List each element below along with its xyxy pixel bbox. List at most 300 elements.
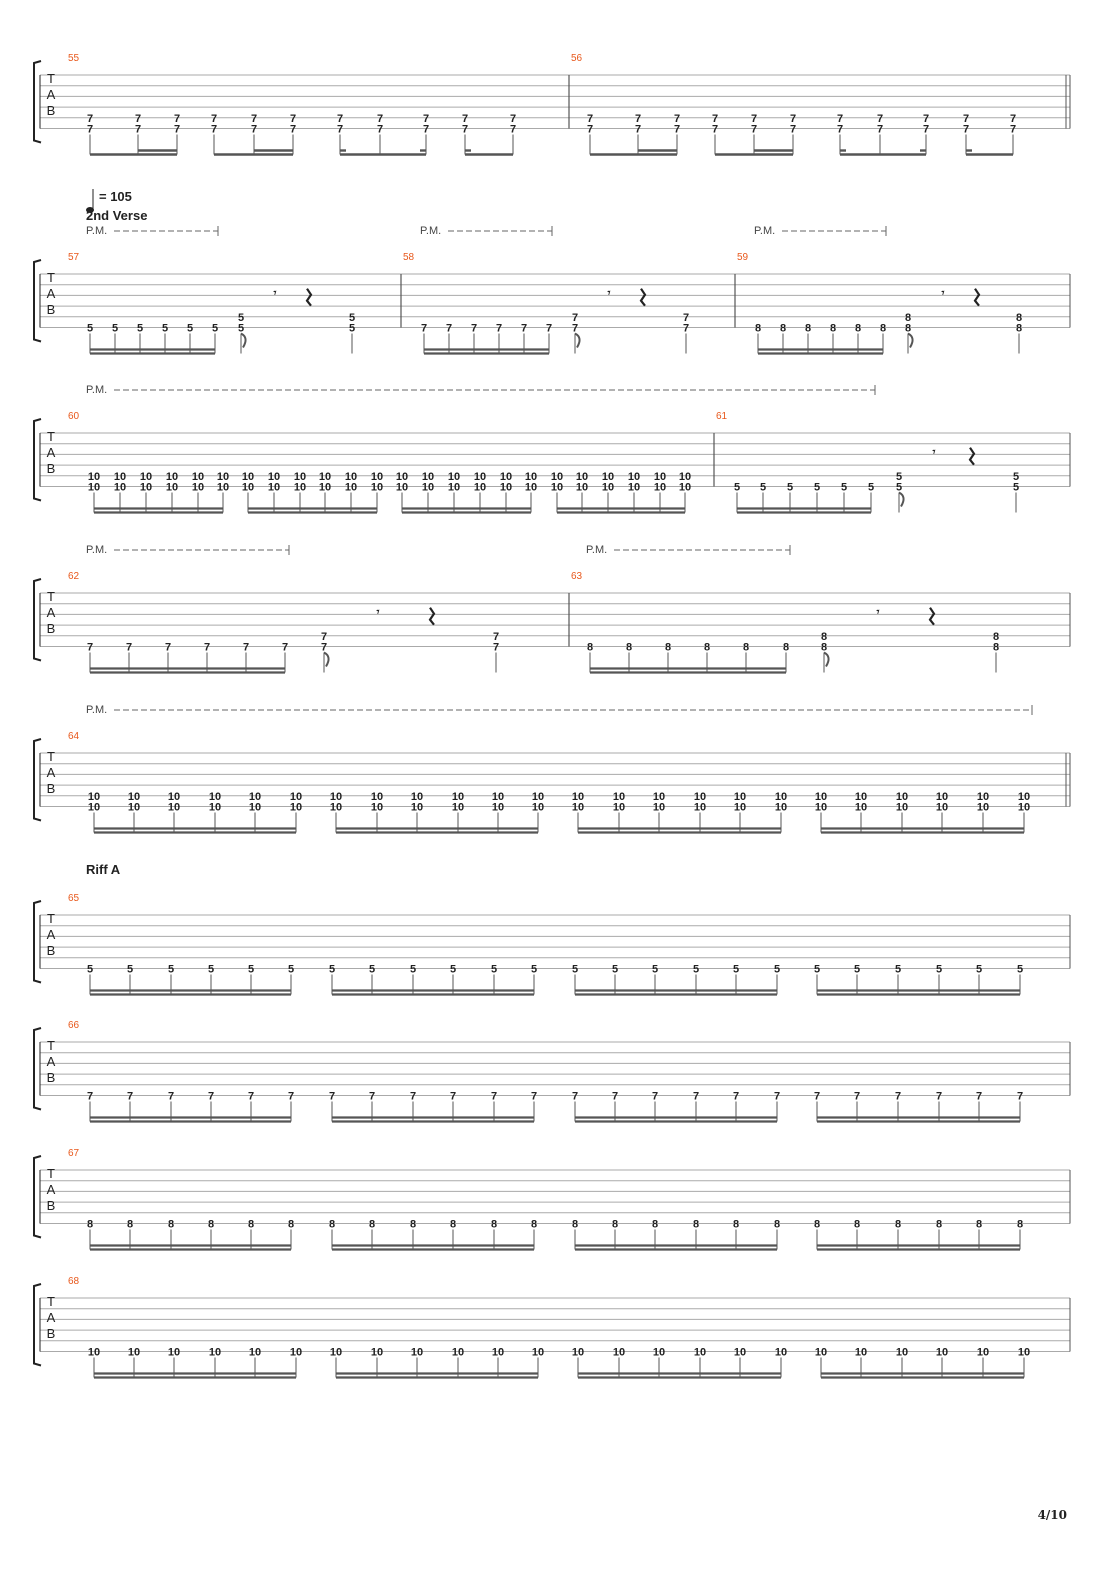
measure-number: 62 (68, 571, 80, 582)
fret-number: 8 (854, 322, 862, 335)
fret-number: 8 (820, 641, 828, 654)
fret-number: 8 (611, 1218, 619, 1231)
fret-number: 7 (210, 112, 218, 125)
fret-number: 5 (611, 963, 619, 976)
fret-number: 5 (840, 481, 848, 494)
fret-number: 8 (820, 630, 828, 643)
note-flag (575, 334, 580, 348)
section-label: 2nd Verse (86, 208, 148, 223)
fret-number: 10 (410, 1346, 424, 1359)
fret-number: 7 (789, 123, 797, 136)
fret-number: 10 (167, 801, 181, 814)
quarter-rest (307, 289, 311, 306)
fret-number: 8 (586, 641, 594, 654)
fret-number: 10 (139, 481, 153, 494)
measure-number: 56 (571, 53, 583, 64)
fret-number: 10 (976, 790, 990, 803)
fret-number: 10 (531, 790, 545, 803)
fret-number: 10 (733, 1346, 747, 1359)
fret-number: 10 (854, 790, 868, 803)
fret-number: 8 (779, 322, 787, 335)
fret-number: 10 (895, 1346, 909, 1359)
eighth-rest: 𝄾 (932, 446, 936, 459)
fret-number: 5 (1016, 963, 1024, 976)
fret-number: 5 (211, 322, 219, 335)
fret-number: 7 (711, 112, 719, 125)
fret-number: 7 (289, 123, 297, 136)
fret-number: 8 (449, 1218, 457, 1231)
tab-clef-letter: B (46, 461, 56, 476)
fret-number: 8 (86, 1218, 94, 1231)
fret-number: 7 (203, 641, 211, 654)
fret-number: 7 (167, 1090, 175, 1103)
fret-number: 10 (267, 470, 281, 483)
fret-number: 10 (976, 1346, 990, 1359)
measure-number: 61 (716, 411, 728, 422)
fret-number: 10 (329, 1346, 343, 1359)
fret-number: 8 (126, 1218, 134, 1231)
fret-number: 7 (420, 322, 428, 335)
fret-number: 10 (248, 790, 262, 803)
fret-number: 8 (247, 1218, 255, 1231)
eighth-rest: 𝄾 (941, 287, 945, 300)
fret-number: 10 (653, 470, 667, 483)
tab-clef-letter: T (47, 1038, 55, 1053)
fret-number: 5 (111, 322, 119, 335)
quarter-rest (641, 289, 645, 306)
fret-number: 10 (473, 470, 487, 483)
fret-number: 10 (1017, 790, 1031, 803)
staff-system-6 (34, 901, 1070, 995)
fret-number: 5 (894, 963, 902, 976)
quarter-rest (970, 448, 974, 465)
tab-clef-letter: A (46, 1182, 56, 1197)
measure-number: 68 (68, 1276, 80, 1287)
fret-number: 10 (127, 790, 141, 803)
fret-number: 8 (813, 1218, 821, 1231)
fret-number: 10 (165, 481, 179, 494)
fret-number: 7 (320, 630, 328, 643)
fret-number: 7 (586, 123, 594, 136)
fret-number: 5 (328, 963, 336, 976)
fret-number: 8 (879, 322, 887, 335)
fret-number: 5 (895, 470, 903, 483)
fret-number: 8 (742, 641, 750, 654)
palm-mute-label: P.M. (86, 704, 108, 716)
fret-number: 7 (247, 1090, 255, 1103)
fret-number: 7 (287, 1090, 295, 1103)
fret-number: 7 (975, 1090, 983, 1103)
fret-number: 10 (612, 1346, 626, 1359)
fret-number: 8 (287, 1218, 295, 1231)
fret-number: 5 (126, 963, 134, 976)
tab-clef-letter: T (47, 1294, 55, 1309)
fret-number: 10 (167, 790, 181, 803)
fret-number: 10 (451, 801, 465, 814)
measure-number: 67 (68, 1148, 80, 1159)
measure-number: 57 (68, 252, 80, 263)
fret-number: 5 (86, 963, 94, 976)
fret-number: 10 (248, 801, 262, 814)
tab-clef-letter: B (46, 943, 56, 958)
tab-clef-letter: T (47, 589, 55, 604)
fret-number: 10 (241, 470, 255, 483)
fret-number: 10 (854, 1346, 868, 1359)
fret-number: 7 (935, 1090, 943, 1103)
fret-number: 7 (571, 1090, 579, 1103)
fret-number: 7 (376, 123, 384, 136)
fret-number: 8 (328, 1218, 336, 1231)
fret-number: 10 (491, 790, 505, 803)
measure-number: 55 (68, 53, 80, 64)
staff-system-9 (34, 1284, 1070, 1378)
quarter-rest (975, 289, 979, 306)
fret-number: 8 (935, 1218, 943, 1231)
section-label: Riff A (86, 862, 121, 877)
fret-number: 10 (216, 481, 230, 494)
quarter-rest (930, 608, 934, 625)
fret-number: 7 (492, 641, 500, 654)
fret-number: 8 (804, 322, 812, 335)
fret-number: 10 (814, 801, 828, 814)
fret-number: 10 (87, 790, 101, 803)
fret-number: 7 (320, 641, 328, 654)
fret-number: 10 (139, 470, 153, 483)
note-flag (899, 493, 904, 507)
fret-number: 10 (550, 481, 564, 494)
fret-number: 7 (634, 112, 642, 125)
fret-number: 7 (876, 123, 884, 136)
fret-number: 8 (732, 1218, 740, 1231)
fret-number: 10 (318, 481, 332, 494)
fret-number: 10 (895, 790, 909, 803)
fret-number: 5 (186, 322, 194, 335)
fret-number: 7 (409, 1090, 417, 1103)
fret-number: 10 (127, 1346, 141, 1359)
fret-number: 10 (652, 801, 666, 814)
page-number: 4/10 (1037, 1508, 1067, 1522)
fret-number: 7 (250, 112, 258, 125)
measure-number: 65 (68, 893, 80, 904)
note-flag (824, 653, 829, 667)
fret-number: 10 (491, 1346, 505, 1359)
staff-system-8 (34, 1156, 1070, 1250)
fret-number: 8 (975, 1218, 983, 1231)
fret-number: 7 (328, 1090, 336, 1103)
fret-number: 10 (935, 790, 949, 803)
fret-number: 10 (612, 790, 626, 803)
fret-number: 7 (376, 112, 384, 125)
fret-number: 5 (161, 322, 169, 335)
fret-number: 8 (207, 1218, 215, 1231)
fret-number: 10 (165, 470, 179, 483)
tab-clef-letter: B (46, 1070, 56, 1085)
fret-number: 5 (136, 322, 144, 335)
fret-number: 5 (773, 963, 781, 976)
fret-number: 8 (829, 322, 837, 335)
tab-clef-letter: A (46, 765, 56, 780)
tab-clef-letter: T (47, 71, 55, 86)
eighth-rest: 𝄾 (376, 606, 380, 619)
fret-number: 8 (754, 322, 762, 335)
fret-number: 5 (975, 963, 983, 976)
tab-clef-letter: A (46, 927, 56, 942)
fret-number: 7 (490, 1090, 498, 1103)
fret-number: 8 (904, 311, 912, 324)
fret-number: 10 (344, 481, 358, 494)
fret-number: 10 (87, 801, 101, 814)
fret-number: 10 (976, 801, 990, 814)
fret-number: 5 (368, 963, 376, 976)
fret-number: 7 (962, 123, 970, 136)
fret-number: 5 (167, 963, 175, 976)
fret-number: 5 (207, 963, 215, 976)
fret-number: 7 (509, 112, 517, 125)
tab-clef-letter: A (46, 87, 56, 102)
tab-clef-letter: T (47, 1166, 55, 1181)
fret-number: 10 (1017, 1346, 1031, 1359)
fret-number: 7 (813, 1090, 821, 1103)
fret-number: 10 (370, 481, 384, 494)
fret-number: 10 (571, 801, 585, 814)
fret-number: 7 (962, 112, 970, 125)
fret-number: 10 (191, 470, 205, 483)
fret-number: 5 (895, 481, 903, 494)
fret-number: 7 (173, 123, 181, 136)
fret-number: 10 (421, 470, 435, 483)
fret-number: 10 (693, 790, 707, 803)
fret-number: 7 (682, 322, 690, 335)
fret-number: 10 (447, 481, 461, 494)
fret-number: 7 (509, 123, 517, 136)
fret-number: 10 (87, 481, 101, 494)
palm-mute-label: P.M. (420, 225, 442, 237)
palm-mute-label: P.M. (86, 544, 108, 556)
measure-number: 60 (68, 411, 80, 422)
tempo-marking: = 105 (99, 189, 132, 204)
fret-number: 8 (853, 1218, 861, 1231)
fret-number: 5 (449, 963, 457, 976)
tab-clef-letter: A (46, 1310, 56, 1325)
fret-number: 10 (318, 470, 332, 483)
fret-number: 10 (627, 470, 641, 483)
fret-number: 8 (992, 641, 1000, 654)
fret-number: 7 (520, 322, 528, 335)
tab-clef-letter: B (46, 302, 56, 317)
fret-number: 10 (854, 801, 868, 814)
fret-number: 10 (293, 481, 307, 494)
fret-number: 10 (293, 470, 307, 483)
fret-number: 10 (491, 801, 505, 814)
fret-number: 7 (470, 322, 478, 335)
fret-number: 10 (774, 801, 788, 814)
tab-clef-letter: A (46, 605, 56, 620)
fret-number: 10 (395, 470, 409, 483)
fret-number: 7 (495, 322, 503, 335)
fret-number: 10 (370, 470, 384, 483)
fret-number: 10 (241, 481, 255, 494)
fret-number: 7 (422, 123, 430, 136)
fret-number: 7 (125, 641, 133, 654)
fret-number: 8 (368, 1218, 376, 1231)
fret-number: 5 (247, 963, 255, 976)
fret-number: 5 (935, 963, 943, 976)
fret-number: 7 (449, 1090, 457, 1103)
fret-number: 10 (87, 470, 101, 483)
fret-number: 10 (499, 481, 513, 494)
fret-number: 10 (208, 1346, 222, 1359)
fret-number: 10 (451, 1346, 465, 1359)
fret-number: 7 (368, 1090, 376, 1103)
fret-number: 5 (867, 481, 875, 494)
fret-number: 10 (935, 1346, 949, 1359)
tab-clef-letter: T (47, 911, 55, 926)
palm-mute-label: P.M. (754, 225, 776, 237)
fret-number: 5 (348, 322, 356, 335)
fret-number: 10 (524, 470, 538, 483)
fret-number: 7 (894, 1090, 902, 1103)
staff-system-7 (34, 1028, 1070, 1122)
fret-number: 7 (651, 1090, 659, 1103)
staff-system-4 (34, 545, 1070, 673)
fret-number: 10 (329, 801, 343, 814)
fret-number: 7 (86, 123, 94, 136)
tab-clef-letter: T (47, 429, 55, 444)
fret-number: 5 (759, 481, 767, 494)
fret-number: 10 (678, 470, 692, 483)
fret-number: 5 (786, 481, 794, 494)
fret-number: 5 (813, 481, 821, 494)
eighth-rest: 𝄾 (607, 287, 611, 300)
fret-number: 10 (248, 1346, 262, 1359)
fret-number: 5 (490, 963, 498, 976)
fret-number: 8 (409, 1218, 417, 1231)
fret-number: 10 (370, 1346, 384, 1359)
fret-number: 10 (678, 481, 692, 494)
fret-number: 7 (711, 123, 719, 136)
fret-number: 5 (530, 963, 538, 976)
fret-number: 10 (571, 1346, 585, 1359)
fret-number: 7 (173, 112, 181, 125)
measure-number: 63 (571, 571, 583, 582)
fret-number: 7 (1016, 1090, 1024, 1103)
fret-number: 5 (237, 322, 245, 335)
fret-number: 10 (87, 1346, 101, 1359)
fret-number: 10 (410, 790, 424, 803)
palm-mute-label: P.M. (86, 384, 108, 396)
fret-number: 10 (127, 801, 141, 814)
fret-number: 7 (126, 1090, 134, 1103)
fret-number: 7 (86, 112, 94, 125)
fret-number: 5 (651, 963, 659, 976)
staff-system-1 (34, 61, 1070, 155)
fret-number: 8 (894, 1218, 902, 1231)
tab-clef-letter: A (46, 286, 56, 301)
tab-clef-letter: B (46, 781, 56, 796)
fret-number: 7 (492, 630, 500, 643)
fret-number: 7 (682, 311, 690, 324)
fret-number: 7 (634, 123, 642, 136)
eighth-rest: 𝄾 (876, 606, 880, 619)
fret-number: 7 (836, 112, 844, 125)
fret-number: 10 (395, 481, 409, 494)
fret-number: 10 (208, 801, 222, 814)
fret-number: 5 (853, 963, 861, 976)
fret-number: 8 (490, 1218, 498, 1231)
fret-number: 10 (814, 1346, 828, 1359)
fret-number: 7 (210, 123, 218, 136)
fret-number: 10 (410, 801, 424, 814)
fret-number: 10 (774, 790, 788, 803)
fret-number: 7 (922, 123, 930, 136)
fret-number: 10 (652, 790, 666, 803)
fret-number: 7 (571, 322, 579, 335)
fret-number: 5 (237, 311, 245, 324)
tab-clef-letter: A (46, 1054, 56, 1069)
fret-number: 10 (370, 801, 384, 814)
fret-number: 10 (774, 1346, 788, 1359)
fret-number: 10 (693, 1346, 707, 1359)
fret-number: 5 (732, 963, 740, 976)
fret-number: 10 (344, 470, 358, 483)
fret-number: 7 (611, 1090, 619, 1103)
fret-number: 10 (329, 790, 343, 803)
fret-number: 7 (242, 641, 250, 654)
fret-number: 7 (1009, 112, 1017, 125)
fret-number: 7 (207, 1090, 215, 1103)
fret-number: 10 (531, 1346, 545, 1359)
fret-number: 10 (499, 470, 513, 483)
fret-number: 10 (267, 481, 281, 494)
fret-number: 8 (1015, 311, 1023, 324)
note-flag (908, 334, 913, 348)
fret-number: 10 (167, 1346, 181, 1359)
fret-number: 10 (370, 790, 384, 803)
fret-number: 7 (86, 1090, 94, 1103)
fret-number: 7 (281, 641, 289, 654)
fret-number: 10 (447, 470, 461, 483)
fret-number: 10 (524, 481, 538, 494)
fret-number: 7 (86, 641, 94, 654)
fret-number: 8 (1016, 1218, 1024, 1231)
fret-number: 8 (703, 641, 711, 654)
fret-number: 5 (348, 311, 356, 324)
fret-number: 10 (575, 470, 589, 483)
fret-number: 10 (289, 790, 303, 803)
fret-number: 8 (692, 1218, 700, 1231)
fret-number: 10 (612, 801, 626, 814)
fret-number: 10 (627, 481, 641, 494)
fret-number: 8 (782, 641, 790, 654)
tab-clef-letter: B (46, 103, 56, 118)
fret-number: 10 (652, 1346, 666, 1359)
fret-number: 7 (773, 1090, 781, 1103)
fret-number: 8 (625, 641, 633, 654)
tab-clef-letter: B (46, 1198, 56, 1213)
tab-clef-letter: B (46, 1326, 56, 1341)
tab-clef-letter: A (46, 445, 56, 460)
fret-number: 10 (601, 470, 615, 483)
fret-number: 10 (289, 1346, 303, 1359)
fret-number: 10 (216, 470, 230, 483)
fret-number: 10 (473, 481, 487, 494)
fret-number: 10 (733, 790, 747, 803)
fret-number: 7 (692, 1090, 700, 1103)
fret-number: 8 (571, 1218, 579, 1231)
quarter-rest (430, 608, 434, 625)
fret-number: 7 (673, 123, 681, 136)
measure-number: 64 (68, 731, 80, 742)
